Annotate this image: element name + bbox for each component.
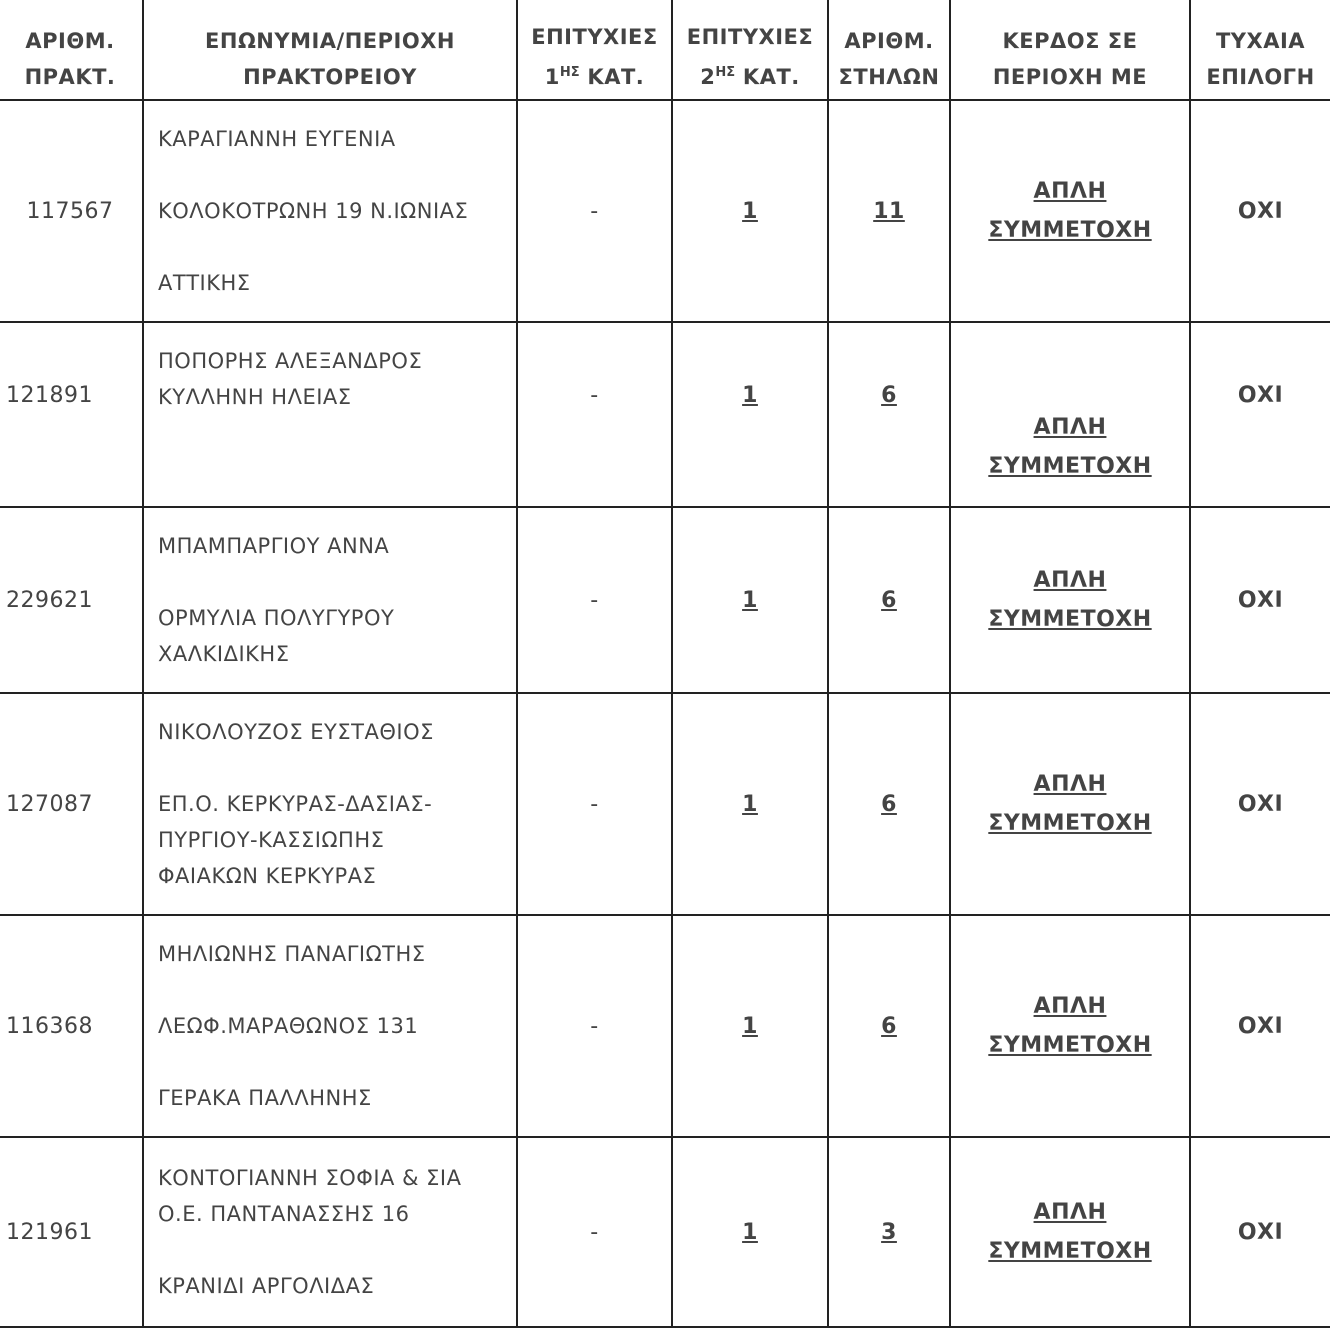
wins-second-cell bbox=[672, 507, 828, 693]
wins-second-link[interactable]: 1 bbox=[742, 587, 758, 613]
agency-name: ΜΗΛΙΩΝΗΣ ΠΑΝΑΓΙΩΤΗΣ bbox=[158, 942, 426, 966]
columns-cell bbox=[828, 1137, 950, 1327]
gain-cell bbox=[950, 100, 1190, 322]
random-pick-cell: ΟΧΙ bbox=[1190, 693, 1330, 915]
table-header-row bbox=[0, 0, 1330, 100]
header-wins-second: ΕΠΙΤΥΧΙΕΣ $2^{H\Sigma}$ ΚΑΤ. bbox=[672, 0, 828, 100]
table-row bbox=[0, 100, 1330, 322]
random-pick-cell: ΟΧΙ bbox=[1190, 322, 1330, 507]
columns-link[interactable]: 6 bbox=[881, 1013, 897, 1039]
agency-region: ΑΤΤΙΚΗΣ bbox=[158, 271, 251, 295]
columns-link[interactable]: 11 bbox=[873, 198, 905, 224]
agency-name-area bbox=[143, 915, 517, 1137]
gain-cell bbox=[950, 693, 1190, 915]
wins-first-cell: - bbox=[517, 507, 672, 693]
agency-number: 121961 bbox=[0, 1137, 143, 1327]
gain-link[interactable]: ΑΠΛΗ ΣΥΜΜΕΤΟΧΗ bbox=[988, 568, 1152, 632]
agency-name-area bbox=[143, 100, 517, 322]
agency-address: ΛΕΩΦ.ΜΑΡΑΘΩΝΟΣ 131 bbox=[158, 1014, 419, 1038]
gain-cell bbox=[950, 322, 1190, 507]
columns-cell bbox=[828, 693, 950, 915]
agency-name: ΚΑΡΑΓΙΑΝΝΗ ΕΥΓΕΝΙΑ bbox=[158, 127, 396, 151]
table-row bbox=[0, 1137, 1330, 1327]
agency-name: ΚΟΝΤΟΓΙΑΝΝΗ ΣΟΦΙΑ & ΣΙΑ bbox=[158, 1166, 462, 1190]
agency-name-area bbox=[143, 1137, 517, 1327]
agency-name: ΜΠΑΜΠΑΡΓΙΟΥ ΑΝΝΑ bbox=[158, 534, 390, 558]
random-pick-cell: ΟΧΙ bbox=[1190, 507, 1330, 693]
wins-second-cell bbox=[672, 915, 828, 1137]
agency-address: ΚΥΛΛΗΝΗ ΗΛΕΙΑΣ bbox=[158, 385, 352, 409]
columns-cell bbox=[828, 100, 950, 322]
agency-name-area bbox=[143, 693, 517, 915]
table-row bbox=[0, 693, 1330, 915]
wins-first-cell: - bbox=[517, 915, 672, 1137]
gain-link[interactable]: ΑΠΛΗ ΣΥΜΜΕΤΟΧΗ bbox=[988, 1200, 1152, 1264]
agency-number: 116368 bbox=[0, 915, 143, 1137]
wins-second-link[interactable]: 1 bbox=[742, 1013, 758, 1039]
agency-number: 121891 bbox=[0, 322, 143, 507]
header-columns-count: ΑΡΙΘΜ. ΣΤΗΛΩΝ bbox=[828, 0, 950, 100]
table-row bbox=[0, 322, 1330, 507]
header-agency-no: ΑΡΙΘΜ. ΠΡΑΚΤ. bbox=[0, 0, 143, 100]
agency-number: 117567 bbox=[0, 100, 143, 322]
agency-name-area bbox=[143, 507, 517, 693]
wins-second-link[interactable]: 1 bbox=[742, 791, 758, 817]
random-pick-cell: ΟΧΙ bbox=[1190, 915, 1330, 1137]
agency-address: ΟΡΜΥΛΙΑ ΠΟΛΥΓΥΡΟΥ bbox=[158, 606, 395, 630]
random-pick-cell: ΟΧΙ bbox=[1190, 100, 1330, 322]
wins-first-cell: - bbox=[517, 100, 672, 322]
agency-name: ΝΙΚΟΛΟΥΖΟΣ ΕΥΣΤΑΘΙΟΣ bbox=[158, 720, 434, 744]
columns-cell bbox=[828, 507, 950, 693]
random-pick-cell: ΟΧΙ bbox=[1190, 1137, 1330, 1327]
columns-link[interactable]: 6 bbox=[881, 383, 897, 408]
agency-region: ΦΑΙΑΚΩΝ ΚΕΡΚΥΡΑΣ bbox=[158, 864, 377, 888]
header-gain-area: ΚΕΡΔΟΣ ΣΕ ΠΕΡΙΟΧΗ ΜΕ bbox=[950, 0, 1190, 100]
gain-cell bbox=[950, 915, 1190, 1137]
gain-link[interactable]: ΑΠΛΗ ΣΥΜΜΕΤΟΧΗ bbox=[988, 772, 1152, 836]
agency-number: 229621 bbox=[0, 507, 143, 693]
wins-second-cell bbox=[672, 693, 828, 915]
agency-region: ΓΕΡΑΚΑ ΠΑΛΛΗΝΗΣ bbox=[158, 1086, 372, 1110]
wins-first-cell: - bbox=[517, 322, 672, 507]
wins-second-link[interactable]: 1 bbox=[742, 198, 758, 224]
wins-second-link[interactable]: 1 bbox=[742, 1219, 758, 1245]
gain-link[interactable]: ΑΠΛΗ ΣΥΜΜΕΤΟΧΗ bbox=[988, 179, 1152, 243]
table-row bbox=[0, 915, 1330, 1137]
agency-address: Ο.Ε. ΠΑΝΤΑΝΑΣΣΗΣ 16 bbox=[158, 1202, 410, 1226]
wins-second-cell bbox=[672, 1137, 828, 1327]
gain-link[interactable]: ΑΠΛΗ ΣΥΜΜΕΤΟΧΗ bbox=[988, 415, 1152, 479]
agency-number: 127087 bbox=[0, 693, 143, 915]
agency-region: ΧΑΛΚΙΔΙΚΗΣ bbox=[158, 642, 290, 666]
columns-cell bbox=[828, 915, 950, 1137]
wins-second-cell bbox=[672, 322, 828, 507]
agency-address-2: ΠΥΡΓΙΟΥ-ΚΑΣΣΙΩΠΗΣ bbox=[158, 828, 385, 852]
gain-cell bbox=[950, 507, 1190, 693]
columns-link[interactable]: 6 bbox=[881, 791, 897, 817]
agency-name-area bbox=[143, 322, 517, 507]
gain-cell bbox=[950, 1137, 1190, 1327]
columns-link[interactable]: 3 bbox=[881, 1219, 897, 1245]
wins-second-cell bbox=[672, 100, 828, 322]
agency-region: ΚΡΑΝΙΔΙ ΑΡΓΟΛΙΔΑΣ bbox=[158, 1274, 375, 1298]
header-wins-first: ΕΠΙΤΥΧΙΕΣ $1^{H\Sigma}$ ΚΑΤ. bbox=[517, 0, 672, 100]
agency-address: ΕΠ.Ο. ΚΕΡΚΥΡΑΣ-ΔΑΣΙΑΣ- bbox=[158, 792, 433, 816]
wins-first-cell: - bbox=[517, 693, 672, 915]
wins-second-link[interactable]: 1 bbox=[742, 383, 758, 408]
table-row bbox=[0, 507, 1330, 693]
header-name-area: ΕΠΩΝΥΜΙΑ/ΠΕΡΙΟΧΗ ΠΡΑΚΤΟΡΕΙΟΥ bbox=[143, 0, 517, 100]
columns-link[interactable]: 6 bbox=[881, 587, 897, 613]
agency-name: ΠΟΠΟΡΗΣ ΑΛΕΞΑΝΔΡΟΣ bbox=[158, 349, 423, 373]
columns-cell bbox=[828, 322, 950, 507]
gain-link[interactable]: ΑΠΛΗ ΣΥΜΜΕΤΟΧΗ bbox=[988, 994, 1152, 1058]
header-random-pick: ΤΥΧΑΙΑ ΕΠΙΛΟΓΗ bbox=[1190, 0, 1330, 100]
wins-first-cell: - bbox=[517, 1137, 672, 1327]
agency-address: ΚΟΛΟΚΟΤΡΩΝΗ 19 Ν.ΙΩΝΙΑΣ bbox=[158, 199, 469, 223]
